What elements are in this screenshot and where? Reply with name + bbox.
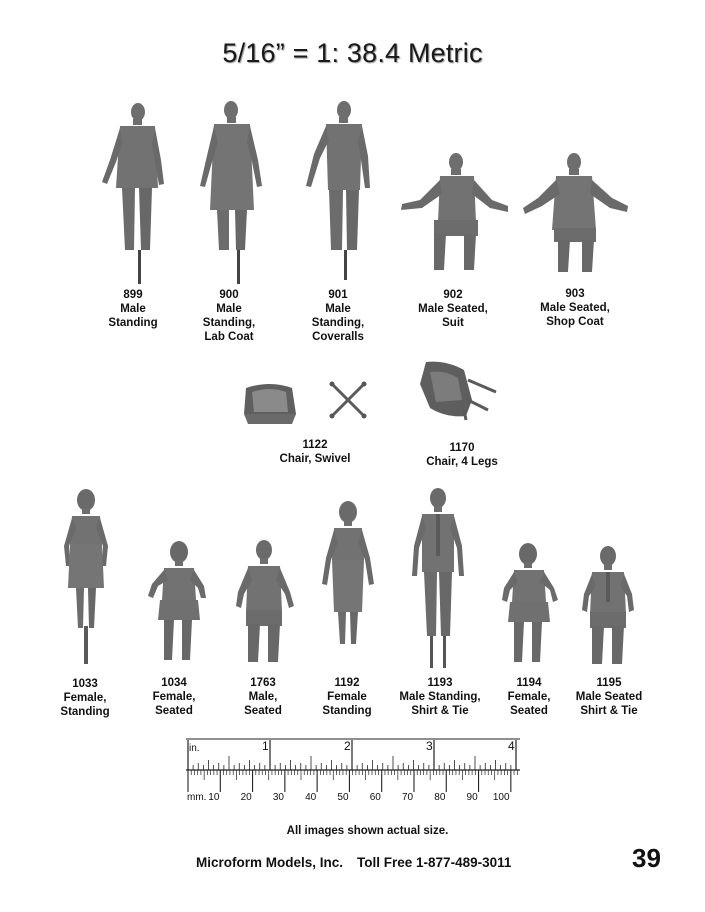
product-number: 1033 [72,678,98,690]
product-number: 901 [328,289,348,301]
product-desc-line: Suit [442,317,464,329]
caption-1763 [244,676,282,718]
figure-899-male-standing [98,100,168,285]
mm-unit-label: mm. [187,792,207,802]
caption-901 [312,288,364,344]
figure-1194-female-seated [500,542,562,666]
inch-label: 1 [262,739,269,753]
product-number: 903 [565,288,585,300]
product-number: 899 [123,289,143,301]
product-desc-line: Seated [510,705,548,717]
product-desc-line: Chair, 4 Legs [426,456,498,468]
mm-label: 100 [492,792,510,802]
product-desc-line: Standing, [202,317,256,329]
mm-label: 60 [369,792,381,802]
ruler-graphic [186,738,520,802]
product-number: 1763 [250,677,276,689]
product-desc-line: Female, [507,691,551,703]
product-desc-line: Male Seated, [418,303,488,315]
figure-1763-male-seated [234,538,296,666]
product-desc-line: Shirt & Tie [411,705,469,717]
mm-label: 40 [305,792,317,802]
mm-label: 90 [466,792,478,802]
caption-903 [540,287,610,329]
product-desc-line: Coveralls [312,331,364,343]
product-desc-line: Female [327,691,367,703]
product-desc-line: Male, [248,691,278,703]
mm-label: 30 [272,792,284,802]
footer [196,855,511,870]
caption-902 [418,288,488,330]
product-number: 1034 [161,677,187,689]
phone-number: Toll Free 1-877-489-3011 [357,855,512,870]
product-number: 900 [219,289,239,301]
caption-899 [108,288,157,330]
inch-label: 3 [426,739,433,753]
product-desc-line: Standing [108,317,158,329]
product-desc-line: Male [325,303,351,315]
figure-902-male-seated-suit [398,150,510,275]
product-desc-line: Standing [322,705,372,717]
product-desc-line: Shop Coat [546,316,604,328]
product-number: 1193 [427,677,453,689]
figure-1195-male-seated-shirt-tie [580,544,636,668]
inch-label: 2 [344,739,351,753]
product-desc-line: Lab Coat [204,331,254,343]
scale-ruler [186,738,520,802]
figure-1033-female-standing [60,488,112,668]
product-desc-line: Female, [152,691,196,703]
mm-label: 80 [434,792,446,802]
caption-1192 [322,676,371,718]
product-desc-line: Male Seated [575,691,643,703]
figure-901-male-standing-coveralls [302,98,374,283]
product-desc-line: Standing, [311,317,365,329]
caption-1195 [576,676,642,718]
product-number: 1195 [596,677,622,689]
product-desc-line: Male [120,303,146,315]
product-desc-line: Male Standing, [399,691,481,703]
mm-label: 50 [337,792,349,802]
product-desc-line: Seated [244,705,282,717]
caption-1033 [60,677,109,719]
product-desc-line: Shirt & Tie [580,705,638,717]
product-number: 1192 [334,677,360,689]
product-desc-line: Chair, Swivel [279,453,351,465]
mm-label: 70 [401,792,414,802]
company-name: Microform Models, Inc. [196,855,344,870]
caption-1170 [426,441,498,469]
figure-1193-male-standing-shirt-tie [408,486,466,672]
product-number: 1122 [302,439,328,451]
caption-1122 [280,438,351,466]
inch-unit-label: in. [189,743,200,754]
figure-903-male-seated-shop-coat [520,150,632,275]
inch-label: 4 [508,739,515,753]
chair-4-legs-image [416,360,498,422]
product-desc-line: Male [216,303,242,315]
product-desc-line: Standing [60,706,110,718]
product-number: 902 [443,289,463,301]
actual-size-note: All images shown actual size. [286,825,449,837]
figure-1192-female-standing [320,500,378,648]
chair-swivel-image [240,378,390,428]
caption-1034 [153,676,196,718]
caption-1194 [508,676,551,718]
product-desc-line: Seated [155,705,193,717]
caption-900 [203,288,255,344]
product-desc-line: Female, [63,692,107,704]
product-desc-line: Male Seated, [540,302,610,314]
page-title: 5/16” = 1: 38.4 Metric [222,38,483,68]
page-number: 39 [632,843,661,873]
figure-900-male-standing-lab-coat [198,100,268,285]
mm-label: 20 [240,792,252,802]
product-number: 1170 [449,442,475,454]
caption-1193 [399,676,480,718]
product-number: 1194 [516,677,542,689]
figure-1034-female-seated [146,540,208,665]
mm-label: 10 [208,792,220,802]
